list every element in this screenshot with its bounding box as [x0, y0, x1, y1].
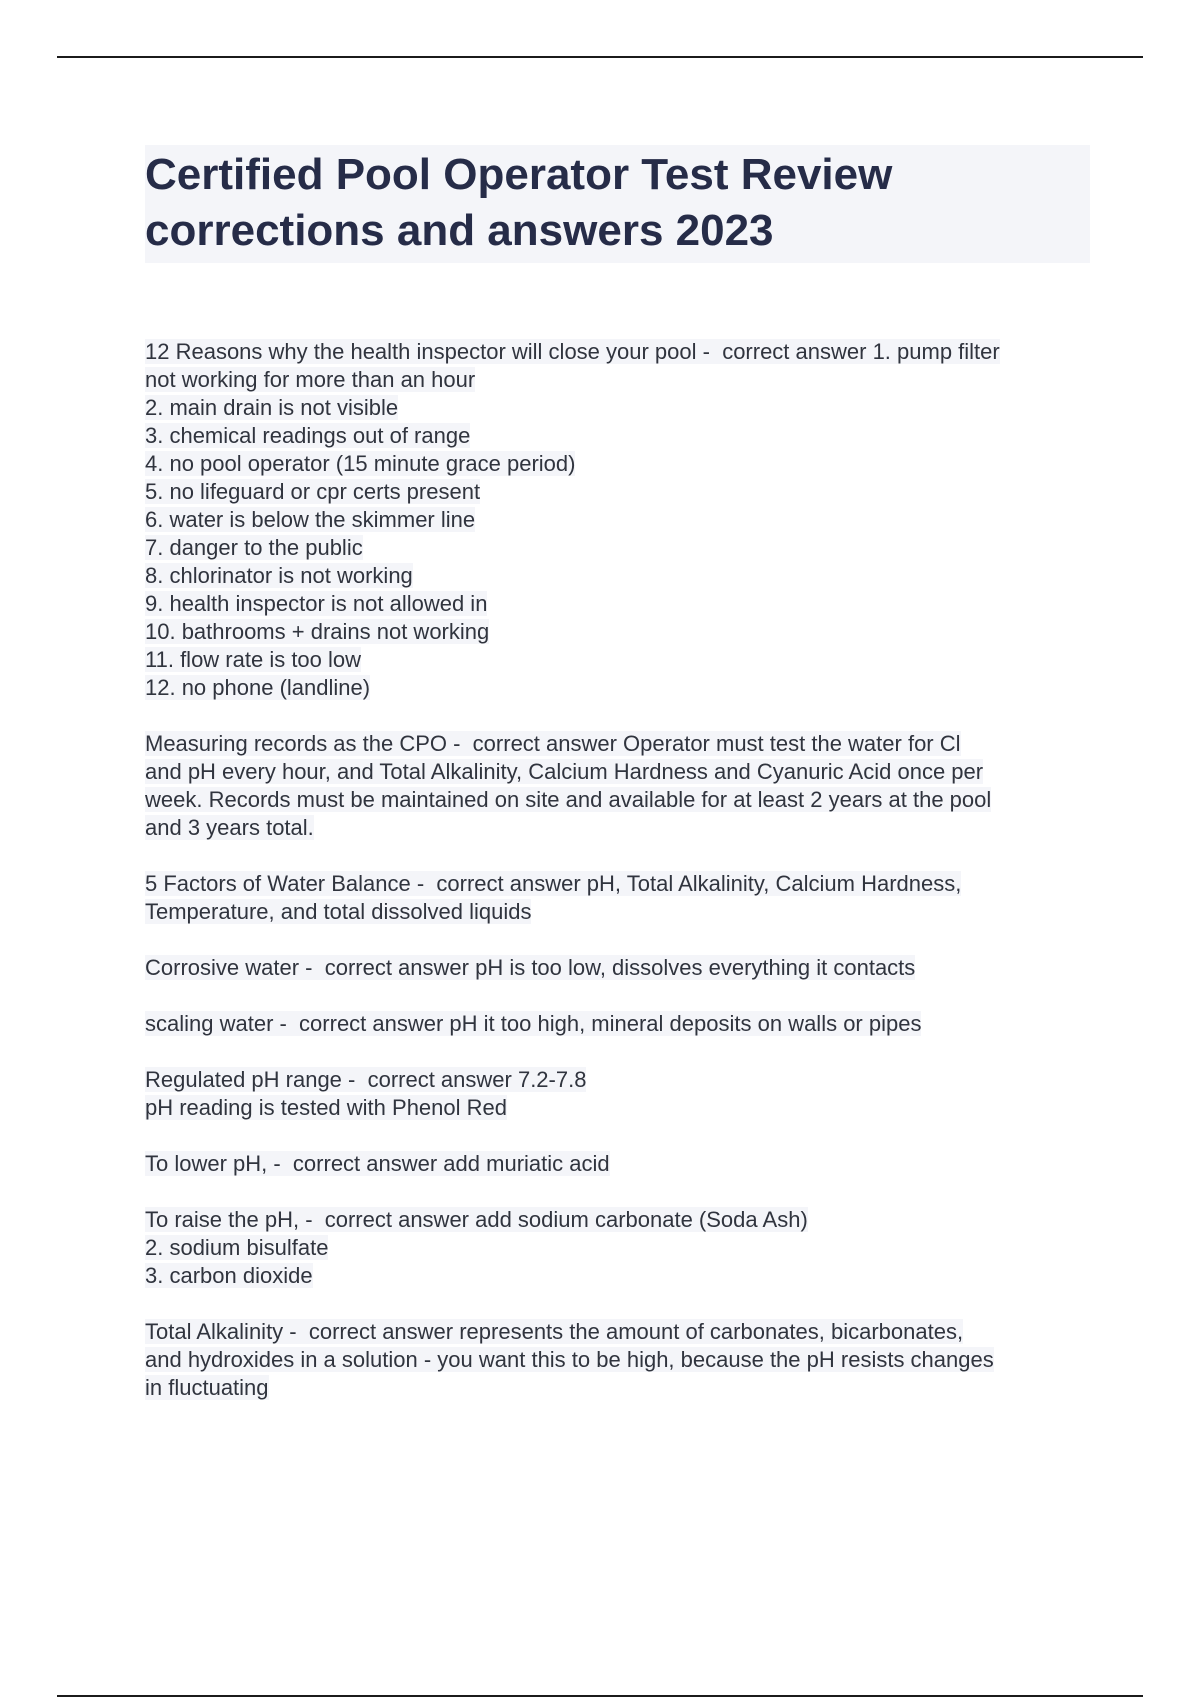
qa-line: 6. water is below the skimmer line [145, 507, 476, 532]
qa-line: Total Alkalinity - correct answer represents the amount of carbonates, bicarbonates, [145, 1319, 964, 1344]
qa-entry [145, 730, 1090, 842]
qa-line: 5 Factors of Water Balance - correct answer pH, Total Alkalinity, Calcium Hardness, [145, 871, 962, 896]
qa-line: 2. main drain is not visible [145, 395, 399, 420]
qa-entry [145, 338, 1090, 702]
qa-line: To lower pH, - correct answer add muriatic acid [145, 1151, 610, 1176]
qa-line: Regulated pH range - correct answer 7.2-7.8 [145, 1067, 587, 1092]
qa-line: 9. health inspector is not allowed in [145, 591, 488, 616]
qa-line: Measuring records as the CPO - correct answer Operator must test the water for Cl [145, 731, 961, 756]
qa-line: 3. carbon dioxide [145, 1263, 313, 1288]
qa-line: 4. no pool operator (15 minute grace period) [145, 451, 576, 476]
qa-entry [145, 1010, 1090, 1038]
top-rule [57, 56, 1143, 58]
qa-line: and hydroxides in a solution - you want this to be high, because the pH resists changes [145, 1347, 994, 1372]
qa-line: scaling water - correct answer pH it too high, mineral deposits on walls or pipes [145, 1011, 922, 1036]
qa-line: 2. sodium bisulfate [145, 1235, 329, 1260]
qa-line: 5. no lifeguard or cpr certs present [145, 479, 481, 504]
title-block [145, 145, 1090, 263]
qa-line: 12 Reasons why the health inspector will close your pool - correct answer 1. pump filter [145, 339, 1000, 364]
qa-line: 8. chlorinator is not working [145, 563, 413, 588]
qa-entry [145, 870, 1090, 926]
qa-line: not working for more than an hour [145, 367, 476, 392]
qa-line: in fluctuating [145, 1375, 269, 1400]
qa-line: week. Records must be maintained on site and available for at least 2 years at the pool [145, 787, 992, 812]
qa-entry [145, 1318, 1090, 1402]
qa-line: To raise the pH, - correct answer add sodium carbonate (Soda Ash) [145, 1207, 808, 1232]
qa-line: pH reading is tested with Phenol Red [145, 1095, 507, 1120]
qa-line: 7. danger to the public [145, 535, 363, 560]
qa-line: Corrosive water - correct answer pH is too low, dissolves everything it contacts [145, 955, 916, 980]
qa-line: 12. no phone (landline) [145, 675, 371, 700]
qa-line: and pH every hour, and Total Alkalinity, Calcium Hardness and Cyanuric Acid once per [145, 759, 984, 784]
qa-entry [145, 1066, 1090, 1122]
qa-entry [145, 954, 1090, 982]
page-title: Certified Pool Operator Test Review corrections and answers 2023 [145, 150, 893, 255]
qa-line: Temperature, and total dissolved liquids [145, 899, 532, 924]
qa-line: 3. chemical readings out of range [145, 423, 471, 448]
qa-line: and 3 years total. [145, 815, 314, 840]
qa-line: 11. flow rate is too low [145, 647, 362, 672]
qa-line: 10. bathrooms + drains not working [145, 619, 490, 644]
document-body [145, 338, 1090, 1430]
qa-entry [145, 1150, 1090, 1178]
qa-entry [145, 1206, 1090, 1290]
bottom-rule [57, 1695, 1143, 1697]
